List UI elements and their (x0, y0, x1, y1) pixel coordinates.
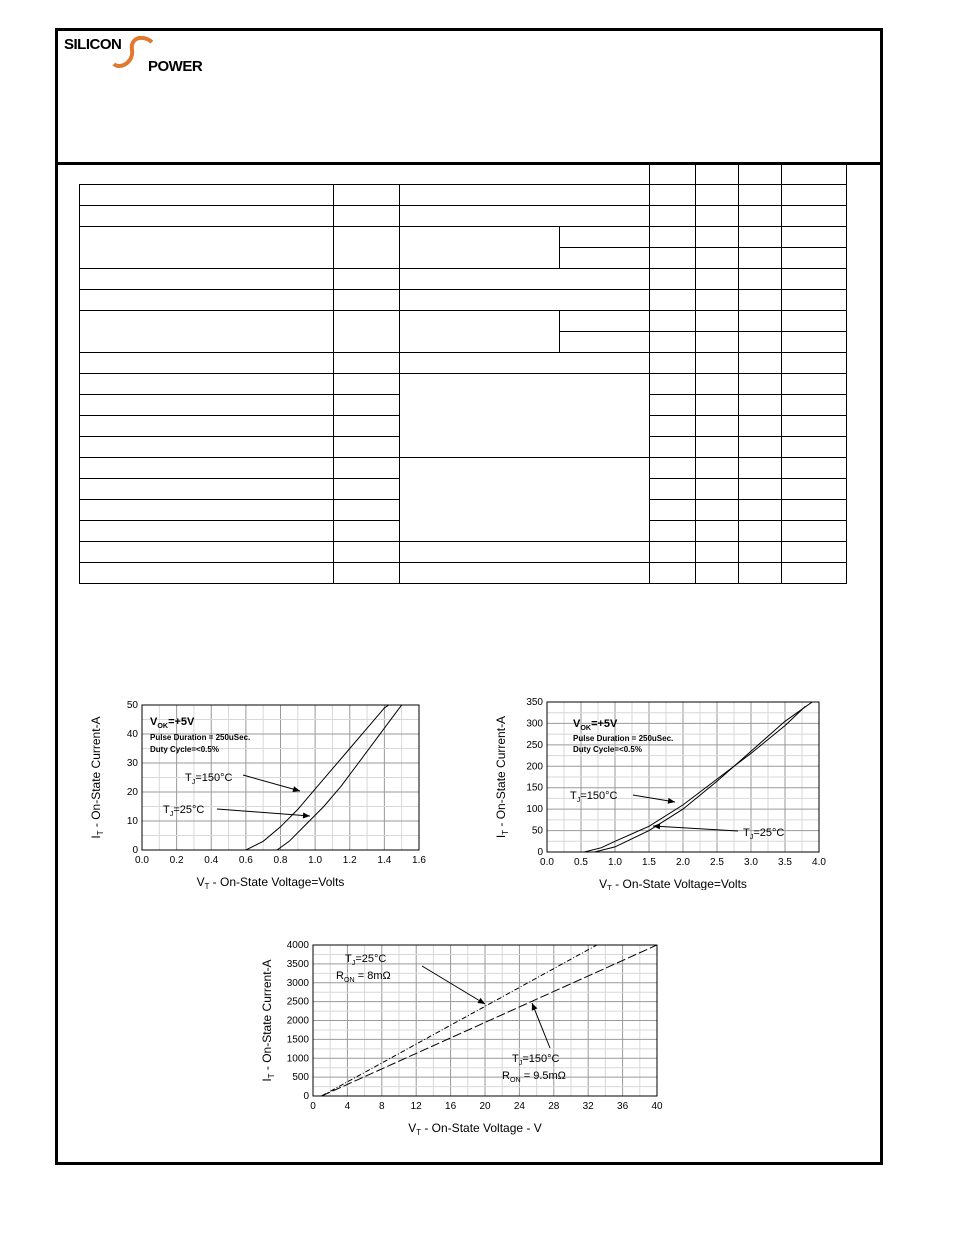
x-tick-label: 0 (310, 1101, 316, 1112)
x-tick-label: 16 (445, 1101, 457, 1112)
y-tick-label: 0 (303, 1091, 309, 1102)
y-tick-label: 2500 (286, 996, 309, 1008)
x-tick-label: 36 (617, 1101, 629, 1112)
x-tick-label: 2.5 (710, 857, 724, 868)
annotation-text: $T_J=25^\circ C$ (345, 953, 387, 967)
annotation-arrowhead (292, 786, 300, 792)
y-tick-label: 10 (126, 816, 138, 827)
y-tick-label: 100 (526, 804, 543, 816)
x-tick-label: 1.4 (377, 855, 392, 866)
chart-current-vs-voltage-mid (485, 690, 830, 890)
y-axis-title: $I_T$ - On-State Current-A (494, 715, 510, 839)
x-tick-label: 28 (548, 1101, 560, 1112)
y-axis-title: $I_T$ - On-State Current-A (89, 716, 105, 839)
x-tick-label: 2.0 (676, 857, 690, 868)
y-tick-label: 200 (526, 761, 543, 773)
annotation-text: $V_{OK}=+5V$ (150, 716, 195, 730)
x-tick-label: 24 (513, 1101, 525, 1112)
y-tick-label: 0 (132, 845, 138, 856)
y-tick-label: 50 (531, 825, 543, 837)
annotation-text: $T_J=150^\circ C$ (570, 790, 618, 804)
y-tick-label: 300 (526, 718, 543, 730)
spec-table (79, 163, 847, 584)
x-tick-label: 1.0 (308, 855, 323, 866)
x-axis-title: $V_T$ - On-State Voltage - V (408, 1121, 542, 1137)
y-tick-label: 3500 (286, 958, 309, 970)
x-tick-label: 0.5 (574, 857, 588, 868)
x-tick-label: 0.2 (169, 855, 184, 866)
y-tick-label: 500 (292, 1072, 309, 1084)
y-tick-label: 150 (526, 782, 543, 794)
table-row (80, 269, 847, 290)
x-tick-label: 1.2 (342, 855, 357, 866)
y-tick-label: 250 (526, 739, 543, 751)
table-header-cell (649, 164, 695, 185)
y-tick-label: 1500 (286, 1034, 309, 1046)
x-tick-label: 0.0 (540, 857, 554, 868)
annotation-text: Pulse Duration = 250uSec. (150, 733, 251, 742)
annotation-text: $T_J=25^\circ C$ (163, 804, 205, 818)
table-row (80, 206, 847, 227)
y-tick-label: 30 (126, 758, 138, 769)
annotation-text: $T_J=150^\circ C$ (185, 772, 233, 786)
x-tick-label: 0.0 (135, 855, 149, 866)
x-tick-label: 3.0 (744, 857, 758, 868)
table-row (80, 227, 847, 248)
table-row (80, 458, 847, 479)
annotation-text: $R_{ON} = 8m\Omega$ (336, 970, 391, 984)
y-axis-title: $I_T$ - On-State Current-A (260, 959, 276, 1082)
logo-word-power: POWER (148, 58, 203, 75)
table-row (80, 563, 847, 584)
annotation-text: Duty Cycle=<0.5% (573, 745, 642, 754)
table-row (80, 311, 847, 332)
y-tick-label: 3000 (286, 977, 309, 989)
y-tick-label: 20 (126, 787, 138, 798)
y-tick-label: 4000 (286, 940, 309, 951)
y-tick-label: 1000 (286, 1053, 309, 1065)
annotation-arrowhead (303, 812, 310, 818)
x-tick-label: 1.0 (608, 857, 622, 868)
x-tick-label: 40 (651, 1101, 663, 1112)
x-tick-label: 3.5 (778, 857, 792, 868)
table-row (80, 374, 847, 395)
x-tick-label: 0.8 (273, 855, 288, 866)
x-tick-label: 1.5 (642, 857, 656, 868)
x-tick-label: 8 (379, 1101, 385, 1112)
annotation-arrowhead (477, 998, 485, 1004)
annotation-text: Duty Cycle=<0.5% (150, 745, 219, 754)
annotation-text: $T_J=150^\circ C$ (512, 1053, 560, 1067)
x-tick-label: 0.4 (204, 855, 219, 866)
y-tick-label: 350 (526, 697, 543, 708)
annotation-arrow (422, 966, 485, 1004)
x-tick-label: 20 (479, 1101, 491, 1112)
x-tick-label: 4.0 (812, 857, 826, 868)
y-tick-label: 40 (126, 729, 138, 740)
x-axis-title: $V_T$ - On-State Voltage=Volts (196, 875, 345, 891)
x-tick-label: 12 (410, 1101, 422, 1112)
annotation-arrow (532, 1003, 550, 1048)
x-axis-title: $V_T$ - On-State Voltage=Volts (599, 877, 747, 890)
table-row (80, 185, 847, 206)
x-tick-label: 1.6 (412, 855, 426, 866)
annotation-text: $R_{ON} = 9.5m\Omega$ (502, 1070, 566, 1084)
annotation-arrowhead (653, 823, 660, 829)
silicon-power-logo (64, 34, 224, 80)
y-tick-label: 2000 (286, 1015, 309, 1027)
annotation-text: Pulse Duration = 250uSec. (573, 734, 674, 743)
annotation-text: $V_{OK}=+5V$ (573, 718, 618, 732)
chart-current-vs-voltage-low (85, 695, 430, 900)
annotation-text: $T_J=25^\circ C$ (743, 827, 785, 841)
y-tick-label: 0 (537, 847, 543, 858)
table-row (80, 290, 847, 311)
logo-word-silicon: SILICON (64, 36, 122, 53)
table-row (80, 353, 847, 374)
table-row (80, 542, 847, 563)
series-line-a (246, 702, 393, 850)
chart-current-vs-voltage-high (240, 935, 670, 1145)
x-tick-label: 4 (344, 1101, 351, 1112)
y-tick-label: 50 (126, 700, 138, 711)
x-tick-label: 0.6 (238, 855, 253, 866)
x-tick-label: 32 (582, 1101, 594, 1112)
